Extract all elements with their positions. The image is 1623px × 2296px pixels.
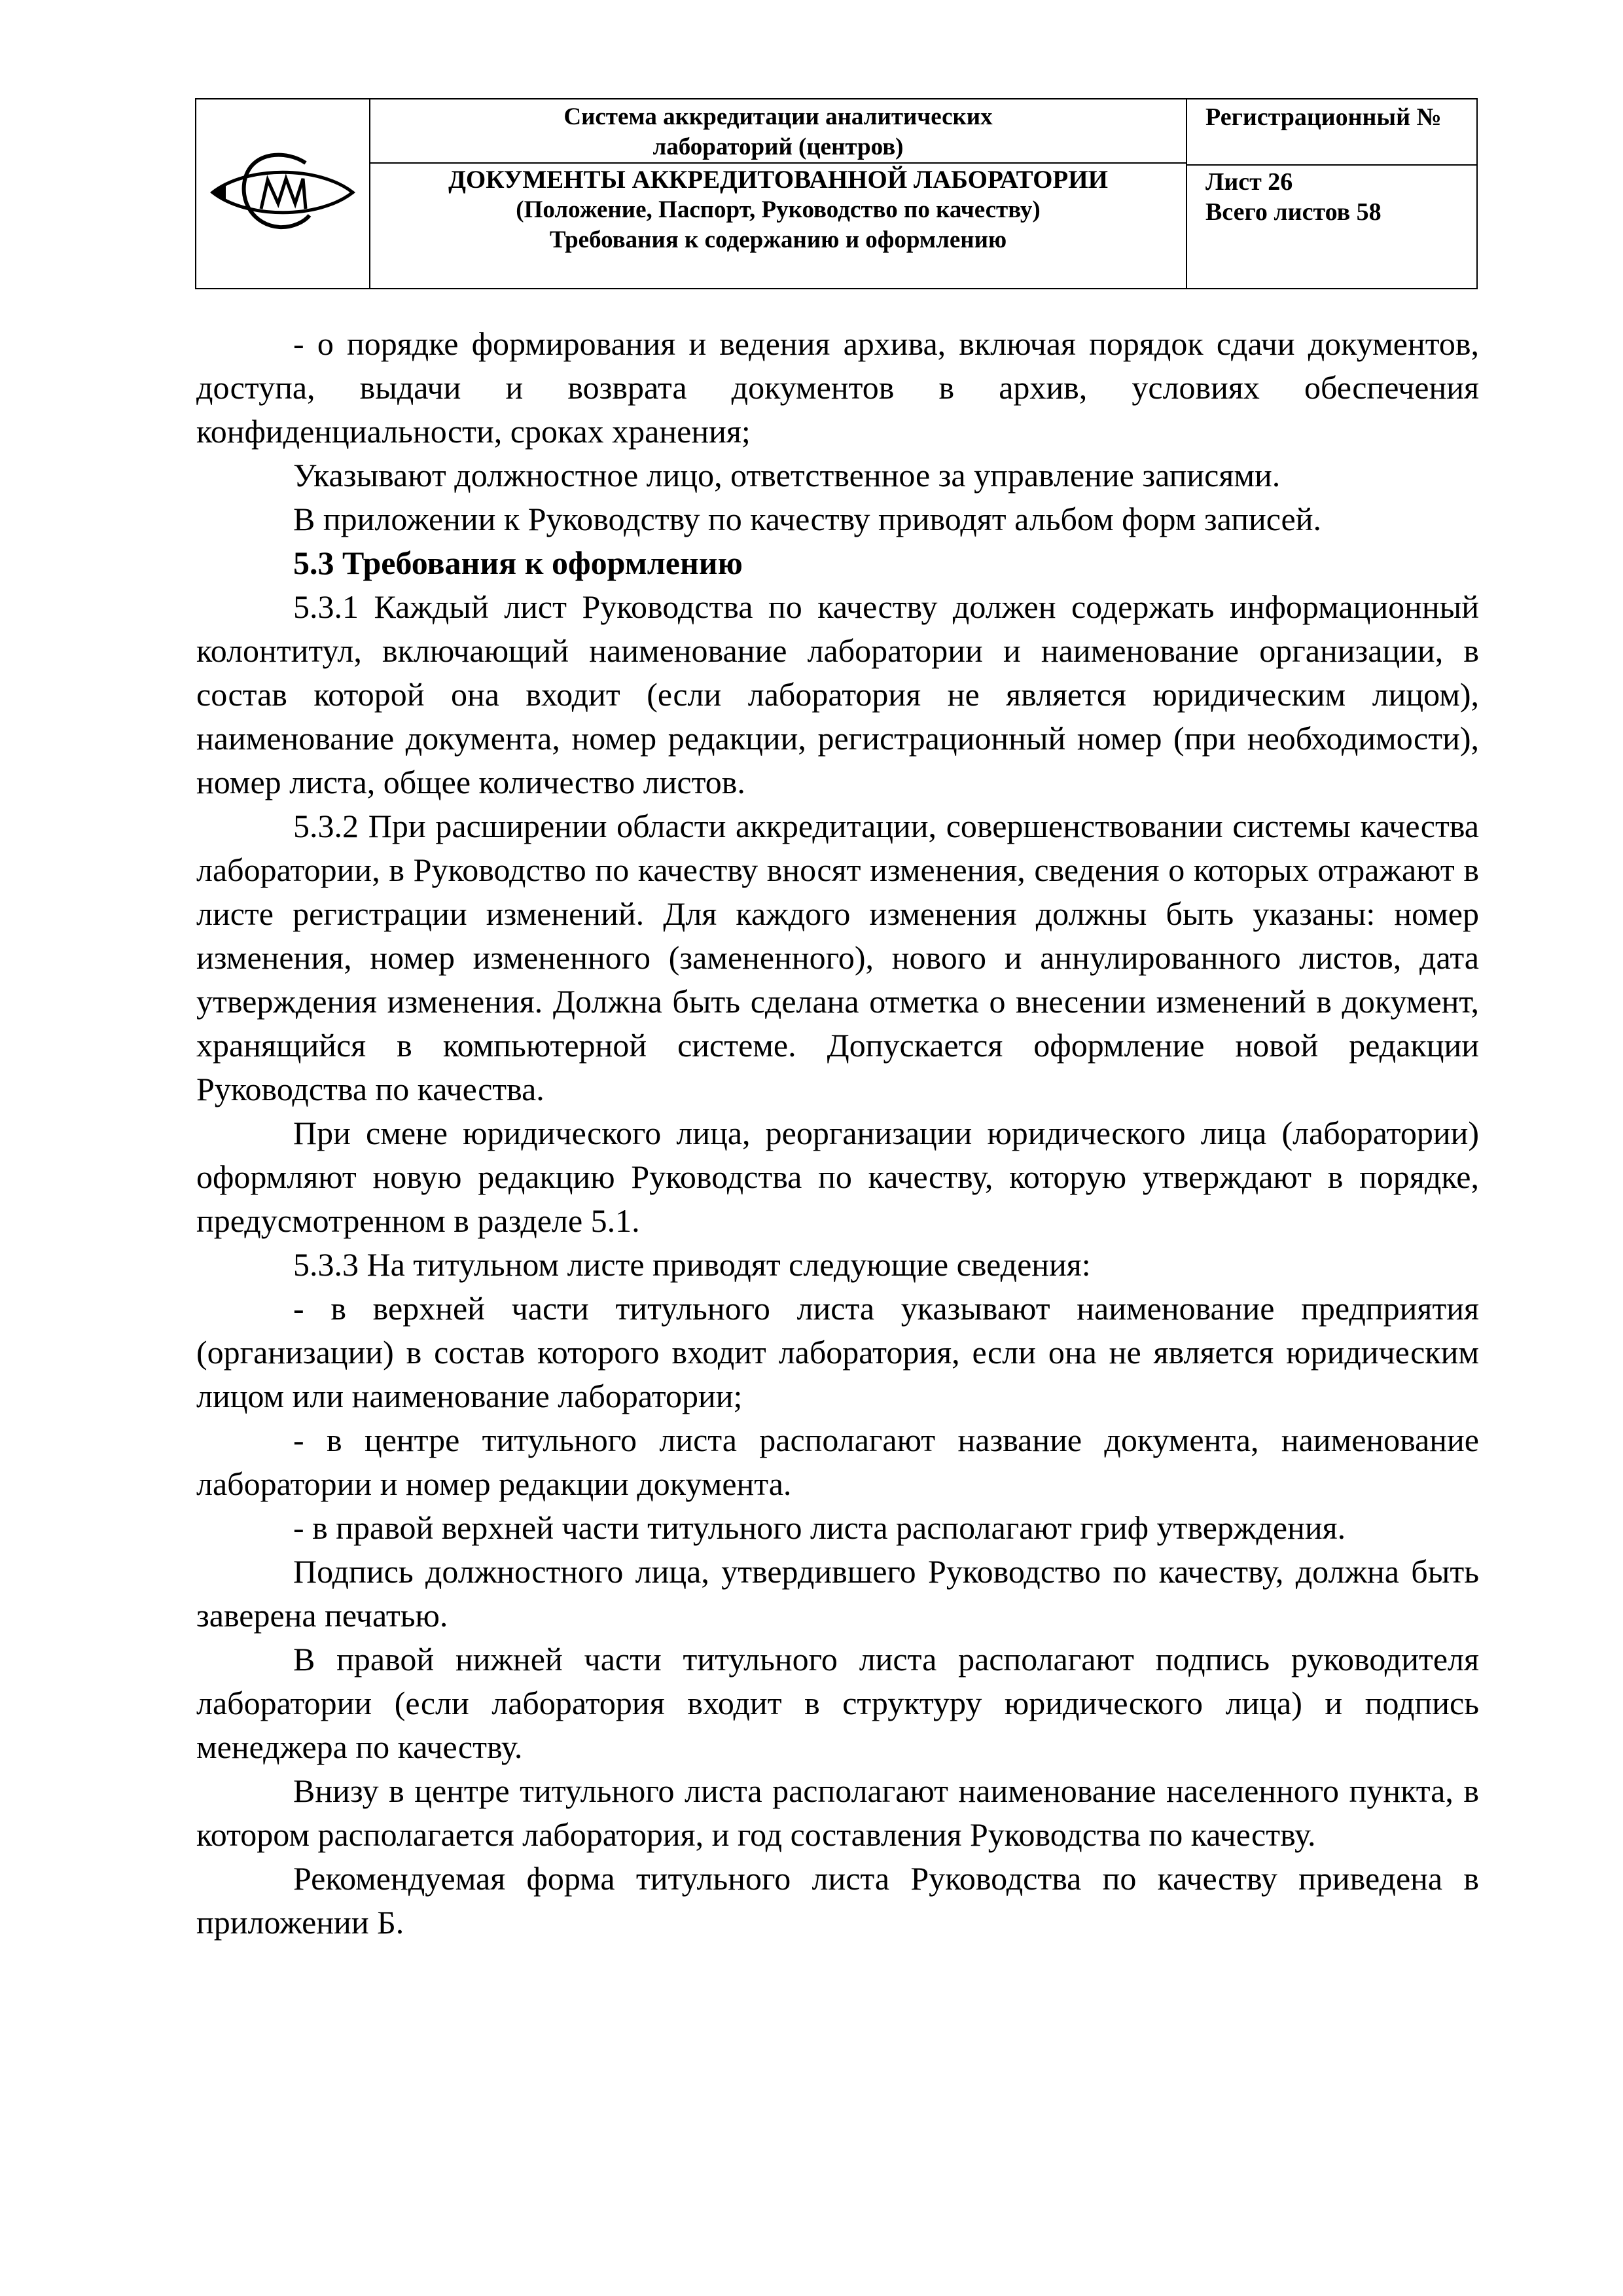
reg-number-label: Регистрационный № xyxy=(1205,103,1442,131)
paragraph-bottom-right: В правой нижней части титульного листа располагают подпись руководителя лаборатории (если лаборатория входит в структуру юридического лица) и подпись менеджера по качеству. xyxy=(196,1641,1479,1765)
paragraph-reorganization: При смене юридического лица, реорганизации юридического лица (лаборатории) оформляют новую редакцию Руководства по качеству, которую утверждают в порядке, предусмотренном в разделе 5.1. xyxy=(196,1115,1479,1239)
paragraph-title-right: - в правой верхней части титульного листа располагают гриф утверждения. xyxy=(293,1509,1346,1546)
document-body xyxy=(196,322,1479,1945)
paragraph-5-3-1: 5.3.1 Каждый лист Руководства по качеству должен содержать информационный колонтитул, включающий наименование лаборатории и наименование организации, в состав которой она входит (если лаборатория не является юридическим лицом), наименование документа, номер редакции, регистрационный номер (при необходимости), номер листа, общее количество листов. xyxy=(196,588,1479,800)
paragraph-appendix: В приложении к Руководству по качеству приводят альбом форм записей. xyxy=(293,501,1321,537)
paragraph-responsible: Указывают должностное лицо, ответственное за управление записями. xyxy=(293,457,1281,493)
paragraph-signature: Подпись должностного лица, утвердившего Руководство по качеству, должна быть заверена печатью. xyxy=(196,1553,1479,1634)
paragraph-title-center: - в центре титульного листа располагают название документа, наименование лаборатории и номер редакции документа. xyxy=(196,1422,1479,1502)
total-sheets: Всего листов 58 xyxy=(1205,198,1382,226)
doc-title: ДОКУМЕНТЫ АККРЕДИТОВАННОЙ ЛАБОРАТОРИИ xyxy=(448,166,1108,194)
section-heading-5-3: 5.3 Требования к оформлению xyxy=(293,545,743,581)
paragraph-5-3-3: 5.3.3 На титульном листе приводят следующие сведения: xyxy=(293,1246,1091,1283)
doc-subtitle: (Положение, Паспорт, Руководство по качеству) xyxy=(516,196,1041,223)
scm-logo-icon xyxy=(207,143,358,242)
doc-subtitle2: Требования к содержанию и оформлению xyxy=(549,226,1007,253)
paragraph-archive: - о порядке формирования и ведения архива, включая порядок сдачи документов, доступа, выдачи и возврата документов в архив, условиях обеспечения конфиденциальности, сроках хранения; xyxy=(196,325,1479,450)
paragraph-5-3-2: 5.3.2 При расширении области аккредитации, совершенствовании системы качества лаборатории, в Руководство по качеству вносят изменения, сведения о которых отражают в листе регистрации изменений. Для каждого изменения должны быть указаны: номер изменения, номер измененного (замененного), нового и аннулированного листов, дата утверждения изменения. Должна быть сделана отметка о внесении изменений в документ, хранящийся в компьютерной системе. Допускается оформление новой редакции Руководства по качества. xyxy=(196,808,1479,1107)
paragraph-bottom-center: Внизу в центре титульного листа располагают наименование населенного пункта, в котором располагается лаборатория, и год составления Руководства по качеству. xyxy=(196,1772,1479,1853)
header-reg-cell xyxy=(1186,99,1477,289)
system-title-line1: Система аккредитации аналитических xyxy=(563,103,993,130)
logo-cell xyxy=(196,99,370,289)
paragraph-title-top: - в верхней части титульного листа указывают наименование предприятия (организации) в состав которого входит лаборатория, если она не является юридическим лицом или наименование лаборатории; xyxy=(196,1290,1479,1414)
document-header xyxy=(195,98,1478,289)
sheet-number: Лист 26 xyxy=(1205,168,1293,196)
system-title-line2: лабораторий (центров) xyxy=(652,134,904,160)
header-title-cell xyxy=(370,99,1186,289)
paragraph-recommended-form: Рекомендуемая форма титульного листа Руководства по качеству приведена в приложении Б. xyxy=(196,1860,1479,1941)
